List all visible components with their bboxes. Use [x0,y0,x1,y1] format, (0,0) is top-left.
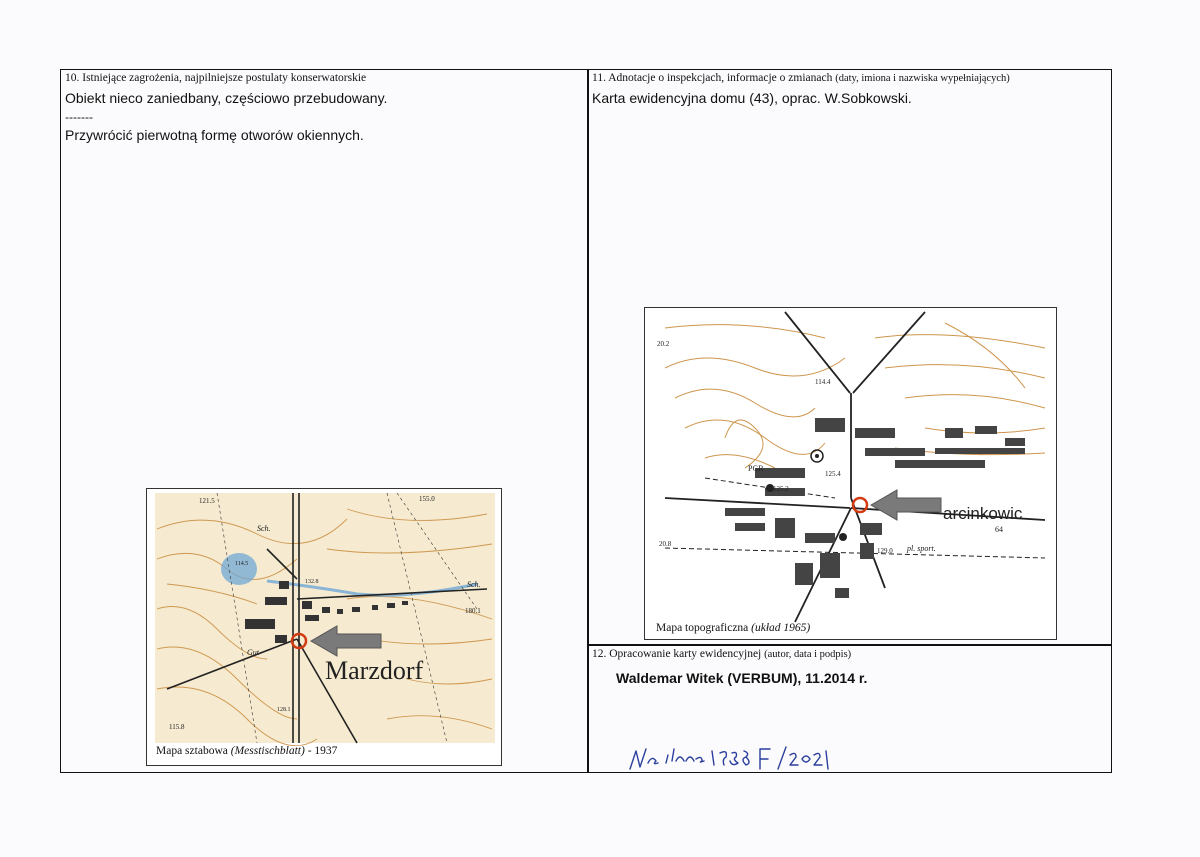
section-10-title: 10. Istniejące zagrożenia, najpilniejsze postulaty konserwatorskie [65,72,367,84]
right-map-elev-c: 129.0 [877,547,893,555]
section-12-title-note: (autor, data i podpis) [764,649,852,660]
left-map-elev-right: 180.1 [465,607,481,615]
handwritten-inventory-number [628,741,840,775]
column-divider [587,69,589,773]
left-map-elev-village: 132.8 [305,579,319,585]
left-map-caption-italic: (Messtischblatt) [230,745,305,757]
right-map-pl-sport: pl. sport. [907,544,936,553]
left-map-elev-mid: 128.1 [277,707,291,713]
left-map-caption [156,745,337,757]
left-map-elev-top-left: 121.5 [199,497,215,505]
left-map-gut: Gut [247,648,259,657]
left-map-elev-bottom-left: 115.8 [169,723,185,731]
section-11-line-1: Karta ewidencyjna domu (43), oprac. W.Sobkowski. [592,90,912,106]
section-10-separator: ------- [65,110,93,124]
left-map-caption-suffix: - 1937 [304,745,338,757]
left-map-elev-top-right: 155.0 [419,495,435,503]
section-divider [587,644,1112,646]
section-11-title-main: 11. Adnotacje o inspekcjach, informacje o zmianach [592,72,833,84]
right-map-elev-left: 20.8 [659,540,672,548]
right-map-caption-italic: (układ 1965) [751,622,811,634]
right-map-elev-top: 114.4 [815,378,831,386]
right-map-caption-prefix: Mapa topograficzna [656,622,752,634]
right-map-elev-a: 125.2 [773,485,789,493]
right-map-elev-top-left: 20.2 [657,340,670,348]
author-line: Waldemar Witek (VERBUM), 11.2014 r. [616,670,868,686]
staff-map-image [147,489,502,766]
right-map-house-no: 64 [995,525,1003,534]
left-map-sch-1: Sch. [257,524,271,533]
right-map-place-name: arcinkowic [943,504,1023,523]
left-map-sch-2: Sch. [467,580,481,589]
left-map-place-name: Marzdorf [325,656,424,685]
right-map-pgr: PGR [748,464,764,473]
topographic-map-1965 [644,307,1057,640]
right-map-caption [656,622,810,634]
section-11-title-note: (daty, imiona i nazwiska wypełniających) [835,73,1010,84]
right-map-elev-b: 125.4 [825,470,841,478]
section-12-title-main: 12. Opracowanie karty ewidencyjnej [592,648,762,660]
staff-map-1937 [146,488,502,766]
section-10-line-1: Obiekt nieco zaniedbany, częściowo przebudowany. [65,90,388,106]
left-map-caption-prefix: Mapa sztabowa [156,745,231,757]
left-map-elev-pond: 114.5 [235,561,249,567]
section-12-title [592,648,851,660]
section-10-line-2: Przywrócić pierwotną formę otworów okiennych. [65,127,364,143]
topographic-map-image [645,308,1057,640]
section-11-title [592,72,1010,84]
